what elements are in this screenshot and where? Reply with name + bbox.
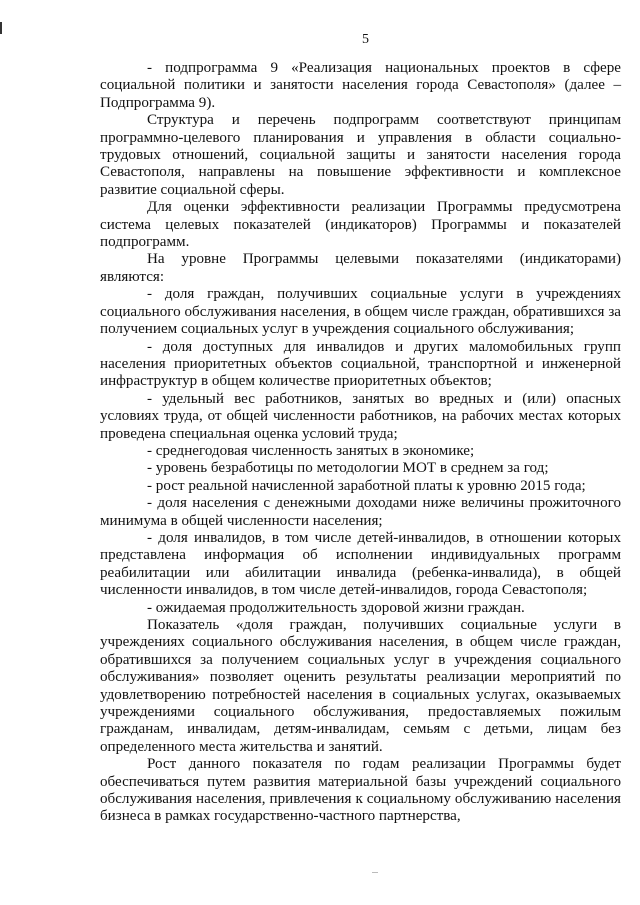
indicator-item: - ожидаемая продолжительность здоровой жизни граждан. [147,599,525,616]
paragraph-indicator-explanation: Показатель «доля граждан, получивших социальные услуги в учреждениях социального обслуживания населения, в общем числе граждан, обратившихся за получением социальных услуг в учреждения социального обслуживания» позволяет оценить результаты реализации мероприятий по удовлетворению потребностей населения в социальных услугах, оказываемых учреждениями социального обслуживания, предоставляемых пожилым гражданам, инвалидам, детям-инвалидам, семьям с детьми, лицам без определенного места жительства и занятий. [100,617,621,755]
indicator-item: - доля инвалидов, в том числе детей-инвалидов, в отношении которых представлена информация об исполнении индивидуальных программ реабилитации или абилитации инвалида (ребенка-инвалида), в общей численности инвалидов, в том числе детей-инвалидов, города Севастополя; [100,529,621,599]
document-body [100,60,621,826]
paragraph-evaluation-system: Для оценки эффективности реализации Программы предусмотрена система целевых показателей (индикаторов) Программы и показателей подпрограмм. [100,199,621,251]
page-number: 5 [362,32,369,47]
scan-speck [372,872,378,873]
indicator-item: - доля населения с денежными доходами ниже величины прожиточного минимума в общей численности населения; [100,495,621,529]
indicator-item: - среднегодовая численность занятых в экономике; [147,442,475,459]
indicator-item: - рост реальной начисленной заработной платы к уровню 2015 года; [147,477,586,494]
paragraph-growth: Рост данного показателя по годам реализации Программы будет обеспечиваться путем развития материальной базы учреждений социального обслуживания населения, привлечения к социальному обслуживанию населения бизнеса в рамках государственно-частного партнерства, [100,756,621,825]
indicator-item: - удельный вес работников, занятых во вредных и (или) опасных условиях труда, от общей численности работников, на рабочих местах которых проведена специальная оценка условий труда; [100,390,621,442]
indicator-item: - доля граждан, получивших социальные услуги в учреждениях социального обслуживания населения, в общем числе граждан, обратившихся за получением социальных услуг в учреждения социального обслуживания; [100,286,621,338]
indicator-item: - доля доступных для инвалидов и других маломобильных групп населения приоритетных объектов социальной, транспортной и инженерной инфраструктур в общем количестве приоритетных объектов; [100,338,621,390]
indicator-item: - уровень безработицы по методологии МОТ в среднем за год; [147,460,549,477]
paragraph-indicators-intro: На уровне Программы целевыми показателями (индикаторами) являются: [100,251,621,285]
paragraph-structure: Структура и перечень подпрограмм соответствуют принципам программно-целевого планирования и управления в области социально-трудовых отношений, социальной защиты и занятости населения города Севастополя, направлены на повышение эффективности и комплексное развитие социальной сферы. [100,112,621,198]
paragraph-subprogram-9: - подпрограмма 9 «Реализация национальных проектов в сфере социальной политики и занятости населения города Севастополя» (далее – Подпрограмма 9). [100,60,621,111]
